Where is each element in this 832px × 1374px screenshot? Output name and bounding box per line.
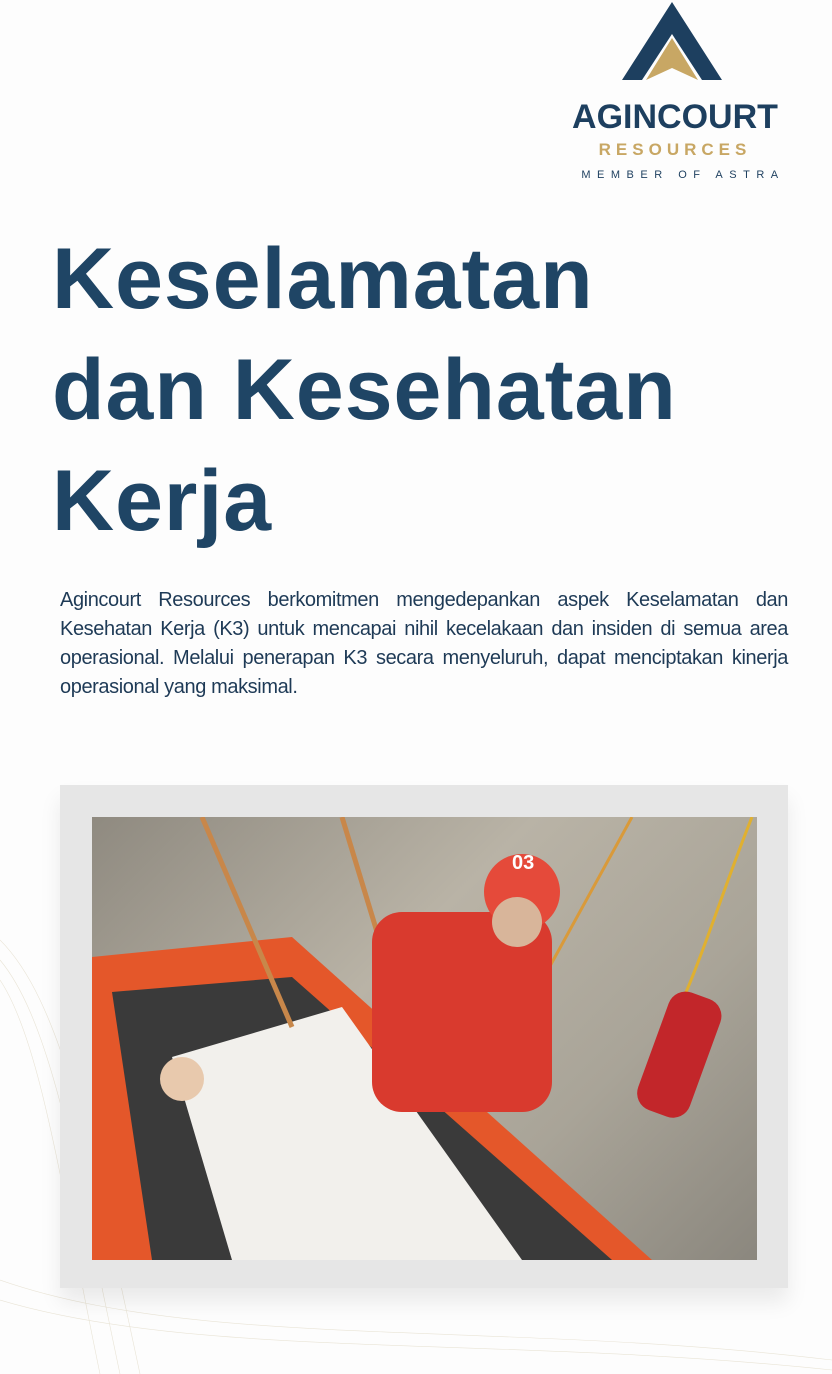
- mountain-logo-icon: [622, 2, 722, 82]
- helmet-number: 03: [512, 852, 535, 874]
- photo-frame: [60, 785, 788, 1288]
- page-title: [52, 224, 692, 557]
- logo-name: AGINCOURT: [572, 98, 778, 136]
- company-logo: [560, 0, 790, 190]
- logo-subtitle: RESOURCES: [598, 140, 752, 159]
- photo-illustration: [92, 817, 757, 1260]
- rescue-training-photo: [92, 817, 757, 1260]
- page-title-text: Keselamatan dan Kesehatan Kerja: [52, 231, 677, 549]
- intro-paragraph: Agincourt Resources berkomitmen mengedepankan aspek Keselamatan dan Kesehatan Kerja (K3) untuk mencapai nihil kecelakaan dan insiden di semua area operasional. Melalui penerapan K3 secara menyeluruh, dapat menciptakan kinerja operasional yang maksimal.: [60, 589, 788, 698]
- logo-member-text: MEMBER OF ASTRA: [581, 169, 785, 181]
